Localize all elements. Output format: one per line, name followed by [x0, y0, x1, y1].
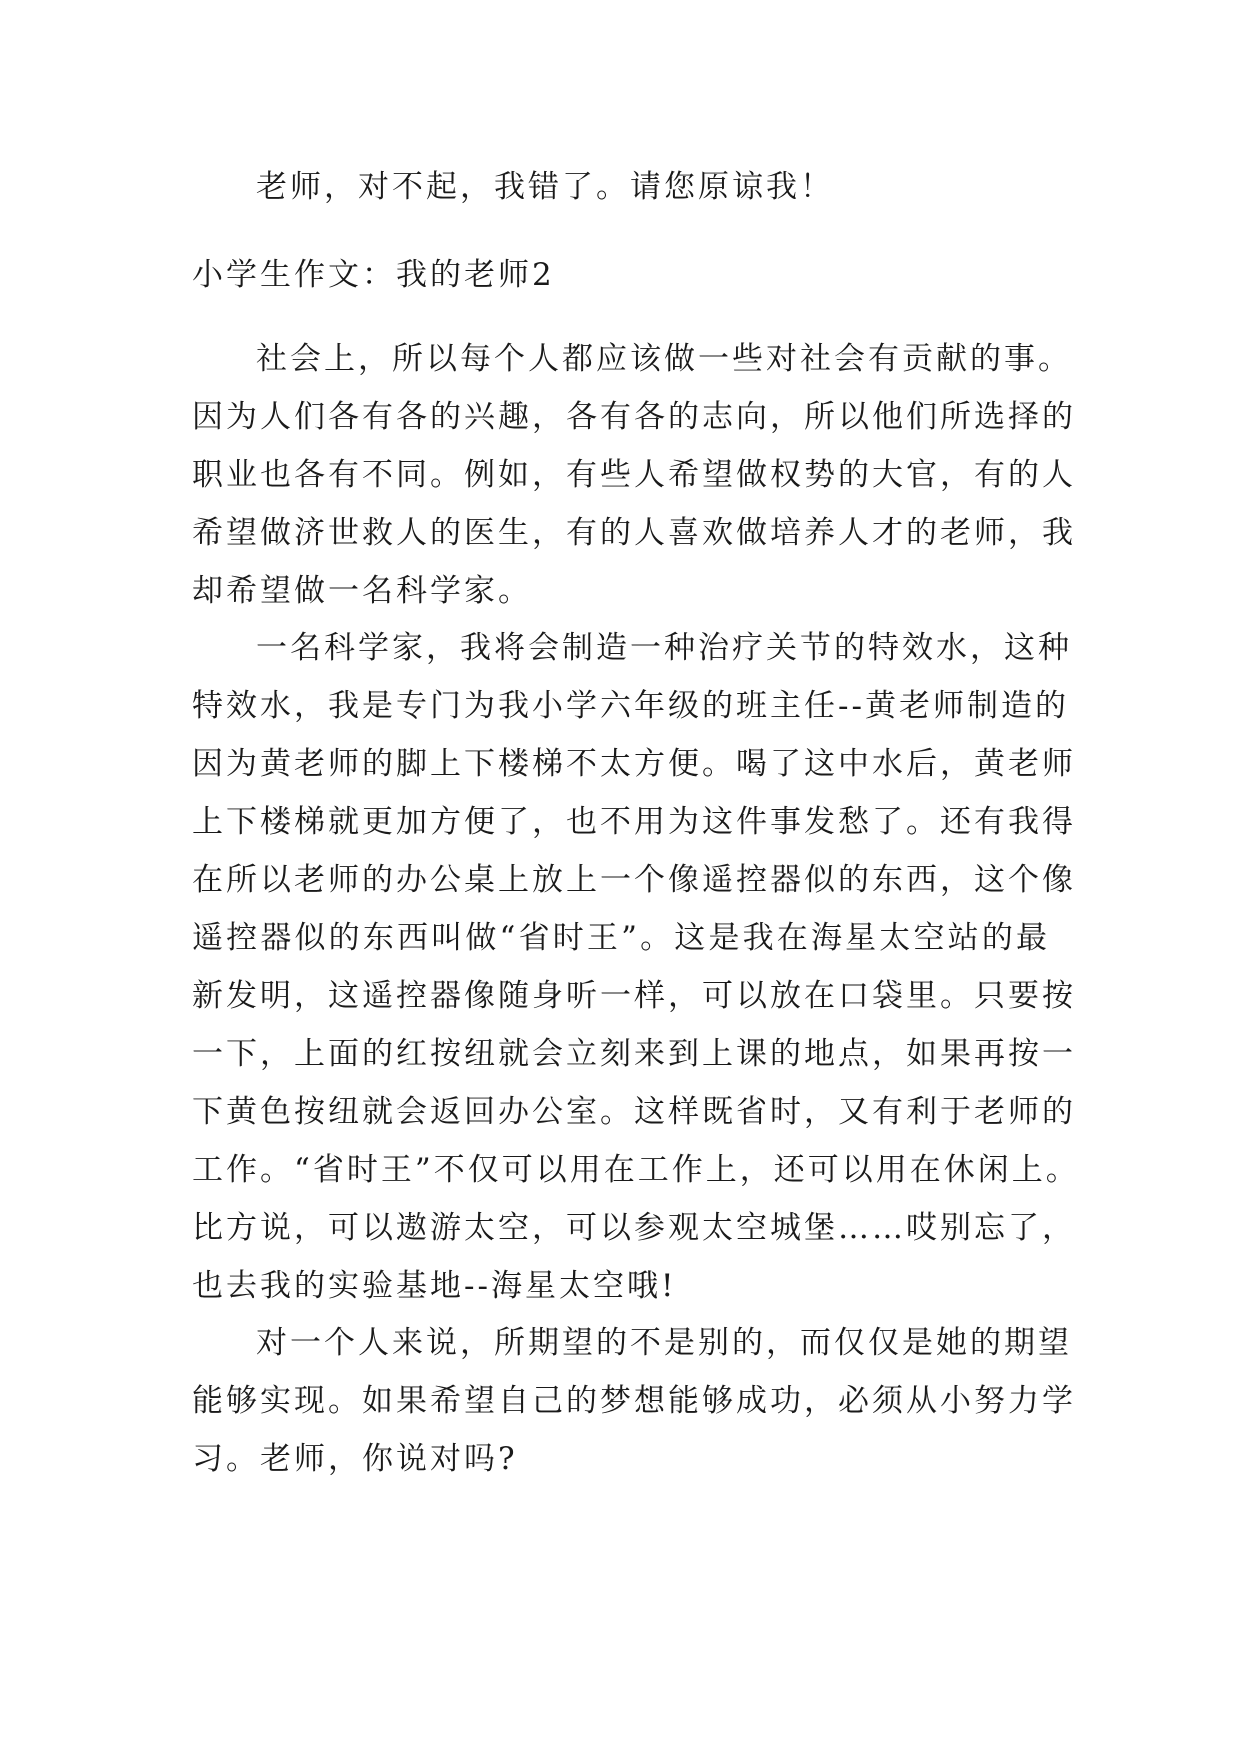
opening-line: 老师，对不起，我错了。请您原谅我！ — [256, 169, 834, 205]
paragraph-line: 也去我的实验基地--海星太空哦! — [192, 1268, 677, 1304]
paragraph-line: 社会上，所以每个人都应该做一些对社会有贡献的事。 — [256, 341, 1072, 377]
opening-line-block — [192, 158, 1050, 216]
paragraph-line: 工作。“省时王”不仅可以用在工作上，还可以用在休闲上。 — [192, 1152, 1080, 1188]
paragraph-line: 遥控器似的东西叫做“省时王”。这是我在海星太空站的最 — [192, 920, 1050, 956]
paragraph-line: 特效水，我是专门为我小学六年级的班主任--黄老师制造的 — [192, 688, 1069, 724]
paragraph-2 — [192, 619, 1080, 1315]
essay-title-block — [192, 246, 1050, 304]
paragraph-line: 习。老师，你说对吗? — [192, 1441, 518, 1477]
paragraph-line: 能够实现。如果希望自己的梦想能够成功，必须从小努力学 — [192, 1383, 1076, 1419]
paragraph-line: 在所以老师的办公桌上放上一个像遥控器似的东西，这个像 — [192, 862, 1076, 898]
paragraph-line: 职业也各有不同。例如，有些人希望做权势的大官，有的人 — [192, 457, 1076, 493]
paragraph-line: 一下，上面的红按纽就会立刻来到上课的地点，如果再按一 — [192, 1036, 1076, 1072]
paragraph-line: 对一个人来说，所期望的不是别的，而仅仅是她的期望 — [256, 1325, 1072, 1361]
paragraph-3 — [192, 1314, 1076, 1488]
paragraph-line: 希望做济世救人的医生，有的人喜欢做培养人才的老师，我 — [192, 515, 1076, 551]
essay-title: 小学生作文：我的老师2 — [192, 257, 555, 293]
paragraph-line: 却希望做一名科学家。 — [192, 573, 532, 609]
paragraph-line: 下黄色按纽就会返回办公室。这样既省时，又有利于老师的 — [192, 1094, 1076, 1130]
paragraph-line: 因为黄老师的脚上下楼梯不太方便。喝了这中水后，黄老师 — [192, 746, 1076, 782]
paragraph-line: 新发明，这遥控器像随身听一样，可以放在口袋里。只要按 — [192, 978, 1076, 1014]
paragraph-1 — [192, 330, 1076, 620]
paragraph-line: 比方说，可以遨游太空，可以参观太空城堡……哎别忘了， — [192, 1210, 1076, 1246]
paragraph-line: 上下楼梯就更加方便了，也不用为这件事发愁了。还有我得 — [192, 804, 1076, 840]
paragraph-line: 一名科学家，我将会制造一种治疗关节的特效水，这种 — [256, 630, 1072, 666]
paragraph-line: 因为人们各有各的兴趣，各有各的志向，所以他们所选择的 — [192, 399, 1076, 435]
